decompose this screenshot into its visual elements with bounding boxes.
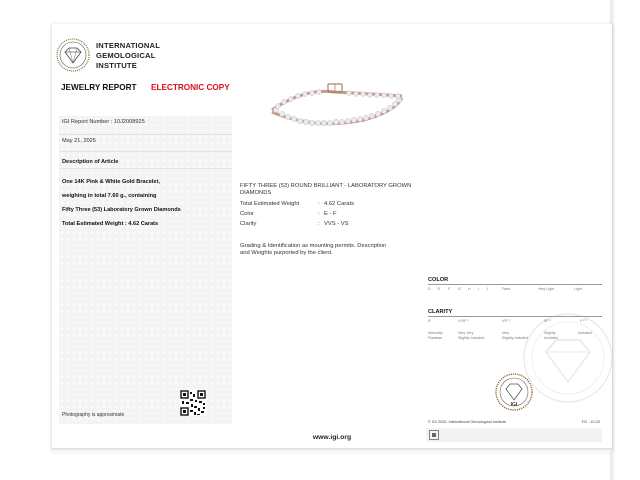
color-grade: E [438, 287, 441, 291]
weight-value: 4.62 Carats [324, 201, 354, 207]
panel-divider [59, 134, 232, 135]
color-label: Color [240, 211, 254, 217]
description-heading: Description of Article [62, 159, 119, 165]
color-range-label: Faint [502, 287, 510, 291]
clarity-grade: VVS¹ ² [458, 319, 469, 323]
clarity-grade: VS¹ ² [502, 319, 511, 323]
clarity-scale-heading: CLARITY [428, 309, 453, 315]
color-value: E - F [324, 211, 337, 217]
clarity-desc: Included [578, 331, 592, 335]
institute-name: INTERNATIONAL GEMOLOGICAL INSTITUTE [96, 41, 161, 70]
color-scale-heading: COLOR [428, 277, 449, 283]
clarity-grade: IF [428, 319, 432, 323]
clarity-desc: Slightly [544, 331, 556, 335]
clarity-desc: Included [544, 336, 558, 340]
sheet-shadow [52, 448, 612, 452]
copyright-text: © IGI 2020, International Gemological Institute [428, 420, 506, 424]
clarity-desc: Internally [428, 331, 443, 335]
svg-text:IGI: IGI [510, 402, 518, 408]
igi-watermark-icon [522, 312, 614, 404]
clarity-desc: Very [502, 331, 510, 335]
qr-code-icon [180, 390, 206, 416]
grading-note-cont: and Weights purported by the client. [240, 250, 333, 256]
panel-divider [59, 168, 232, 169]
report-title: JEWELRY REPORT [61, 83, 137, 92]
weight-sep: : [318, 201, 320, 207]
clarity-desc: Very Very [458, 331, 474, 335]
weight-label: Total Estimated Weight [240, 201, 300, 207]
clarity-label: Clarity [240, 221, 257, 227]
bracelet-photo [264, 70, 410, 126]
clarity-desc: Flawless [428, 336, 442, 340]
clarity-grade: I¹ ² ³ [580, 319, 587, 323]
description-line: One 14K Pink & White Gold Bracelet, [62, 179, 160, 185]
form-code: FD - 10.20 [582, 420, 600, 424]
clarity-desc: Slightly Included [458, 336, 485, 340]
panel-divider [59, 151, 232, 152]
description-line: Fifty Three (53) Laboratory Grown Diamonds [62, 207, 181, 213]
color-grade: F [448, 287, 451, 291]
description-line: Total Estimated Weight : 4.62 Carats [62, 221, 159, 227]
igi-logo-icon [56, 38, 90, 72]
color-range-label: Very Light [538, 287, 554, 291]
color-grade: D [428, 287, 431, 291]
description-line: weighing in total 7.60 g., containing [62, 193, 157, 199]
clarity-value: VVS - VS [324, 221, 349, 227]
color-grade: H [468, 287, 471, 291]
clarity-grade: SI¹ ² [544, 319, 551, 323]
color-scale-line [428, 284, 602, 285]
color-sep: : [318, 211, 320, 217]
color-range-label: Light [574, 287, 582, 291]
report-date: May 21, 2025 [62, 138, 96, 144]
jewelry-report-sheet [52, 24, 612, 450]
clarity-scale-line [428, 316, 602, 317]
stone-title: FIFTY THREE (53) ROUND BRILLIANT - LABORATORY GROWN [240, 183, 412, 189]
website-link[interactable]: www.igi.org [312, 434, 352, 441]
color-grade: I [478, 287, 479, 291]
clarity-desc: Slightly Included [502, 336, 529, 340]
report-number: IGI Report Number : 10J2008925 [62, 119, 145, 125]
clarity-sep: : [318, 221, 320, 227]
color-grade: G [458, 287, 461, 291]
color-grade: J [486, 287, 488, 291]
grading-note: Grading & Identification as mounting permits. Description [240, 243, 387, 249]
electronic-copy-label: ELECTRONIC COPY [151, 83, 230, 92]
stone-title-cont: DIAMONDS [240, 190, 272, 196]
photo-note: Photography is approximate [62, 412, 125, 418]
igi-seal-icon [494, 372, 534, 412]
